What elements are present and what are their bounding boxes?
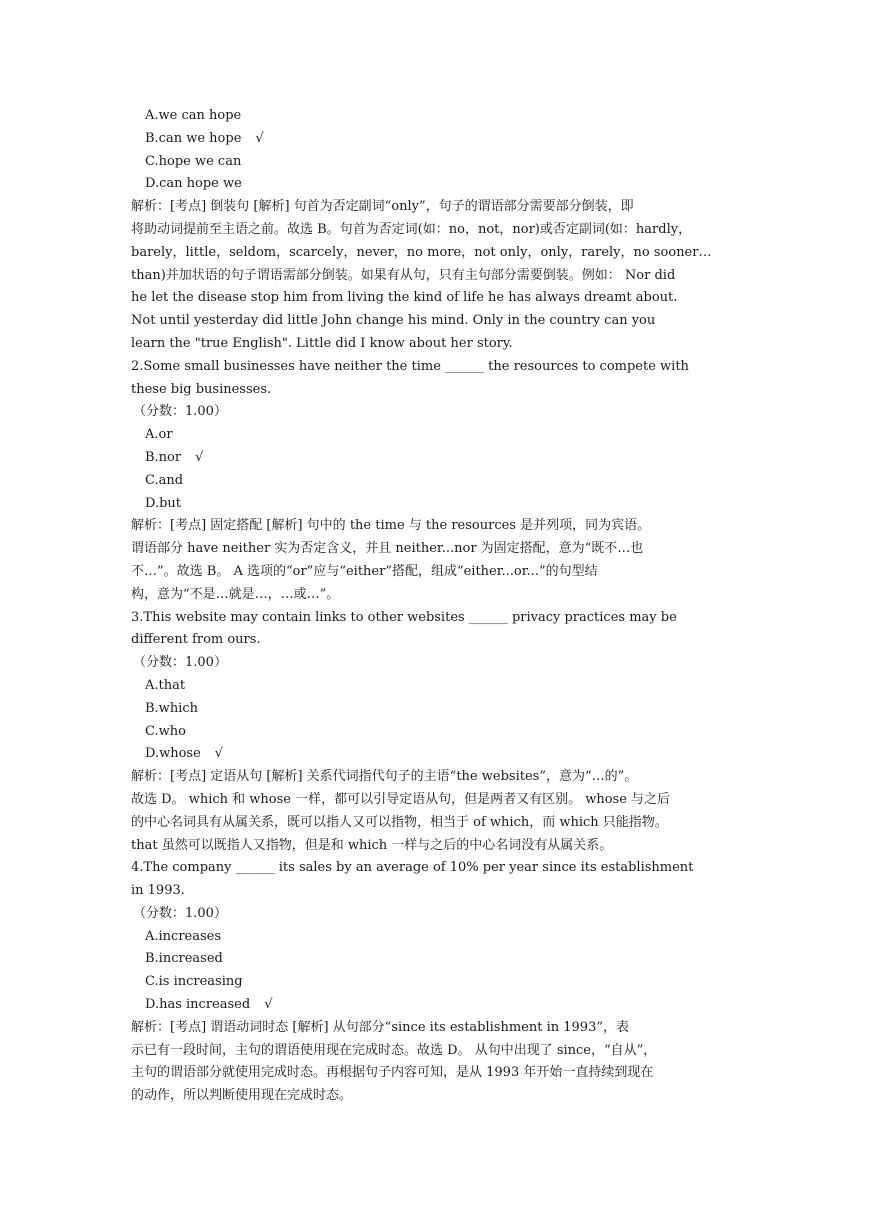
option-c: C.is increasing (145, 974, 243, 990)
option-a: A.we can hope (145, 108, 242, 123)
question-3 (131, 607, 737, 858)
question-stem: 3.This website may contain links to other websites ______ privacy practices may be (131, 609, 677, 625)
analysis-line: Not until yesterday did little John change his mind. Only in the country can you (131, 313, 656, 329)
question-4 (131, 857, 737, 1108)
question-1-analysis (131, 196, 737, 356)
analysis-line: 构，意为“不是…就是…，…或…”。 (131, 586, 340, 602)
question-score: （分数：1.00） (133, 905, 227, 921)
correct-mark: √ (255, 130, 264, 146)
analysis-line: 谓语部分 have neither 实为否定含义，并且 neither...nor 为固定搭配，意为“既不…也 (131, 541, 644, 557)
analysis-line: 解析：[考点] 定语从句 [解析] 关系代词指代句子的主语“the websites”，意为“…的”。 (131, 769, 638, 785)
correct-mark: √ (214, 746, 224, 762)
correct-mark: √ (264, 997, 273, 1013)
option-d: D.can hope we (145, 176, 242, 192)
option-b: B.nor √ (131, 447, 737, 470)
option-d: D.has increased √ (131, 994, 737, 1017)
analysis-line: he let the disease stop him from living the kind of life he has always dreamt about. (131, 290, 678, 306)
question-stem: these big businesses. (131, 381, 272, 397)
exam-page (131, 105, 737, 1108)
analysis-line: 解析：[考点] 固定搭配 [解析] 句中的 the time 与 the resources 是并列项，同为宾语。 (131, 518, 651, 534)
option-d: D.whose √ (131, 743, 737, 766)
analysis-line: that 虽然可以既指人又指物，但是和 which 一样与之后的中心名词没有从属关系。 (131, 837, 613, 853)
analysis-line: 解析：[考点] 倒装句 [解析] 句首为否定副词“only”，句子的谓语部分需要部分倒装，即 (131, 199, 634, 215)
analysis-line: 的中心名词具有从属关系，既可以指人又可以指物，相当于 of which，而 which 只能指物。 (131, 814, 668, 830)
option-c: C.hope we can (145, 153, 242, 169)
correct-mark: √ (195, 449, 204, 465)
question-stem: 2.Some small businesses have neither the time ______ the resources to compete with (131, 358, 689, 374)
analysis-line: 故选 D。 which 和 whose 一样，都可以引导定语从句，但是两者又有区别。 whose 与之后 (131, 791, 671, 807)
analysis-line: 的动作，所以判断使用现在完成时态。 (131, 1088, 353, 1104)
analysis-line: 解析：[考点] 谓语动词时态 [解析] 从句部分“since its establishment in 1993”，表 (131, 1019, 629, 1035)
question-stem: in 1993. (131, 883, 185, 899)
question-score: （分数：1.00） (133, 404, 227, 420)
option-a: A.increases (145, 928, 222, 944)
analysis-line: 将助动词提前至主语之前。故选 B。句首为否定词(如：no，not，nor)或否定副词(如：hardly， (131, 221, 692, 237)
analysis-line: than)并加状语的句子谓语需部分倒装。如果有从句，只有主句部分需要倒装。例如： Nor did (131, 267, 676, 283)
option-b: B.which (145, 700, 198, 716)
option-a: A.or (145, 427, 173, 443)
analysis-line: 示已有一段时间，主句的谓语使用现在完成时态。故选 D。 从句中出现了 since，“自从”， (131, 1042, 657, 1058)
question-stem: 4.The company ______ its sales by an average of 10% per year since its establishment (131, 860, 694, 876)
option-a: A.that (145, 677, 186, 693)
question-1-options (131, 105, 737, 196)
option-c: C.and (145, 472, 184, 488)
option-d: D.but (145, 495, 182, 511)
option-b: B.can we hope √ (131, 128, 737, 151)
analysis-line: learn the "true English". Little did I know about her story. (131, 335, 513, 351)
question-score: （分数：1.00） (133, 655, 227, 671)
option-c: C.who (145, 723, 186, 739)
analysis-line: barely，little，seldom，scarcely，never，no more，not only，only，rarely，no sooner… (131, 244, 712, 260)
question-stem: different from ours. (131, 632, 261, 648)
analysis-line: 主句的谓语部分就使用完成时态。再根据句子内容可知，是从 1993 年开始一直持续到现在 (131, 1065, 654, 1081)
analysis-line: 不…”。故选 B。 A 选项的“or”应与“either”搭配，组成“either...or...”的句型结 (131, 563, 598, 579)
question-2 (131, 356, 737, 607)
option-b: B.increased (145, 951, 223, 967)
